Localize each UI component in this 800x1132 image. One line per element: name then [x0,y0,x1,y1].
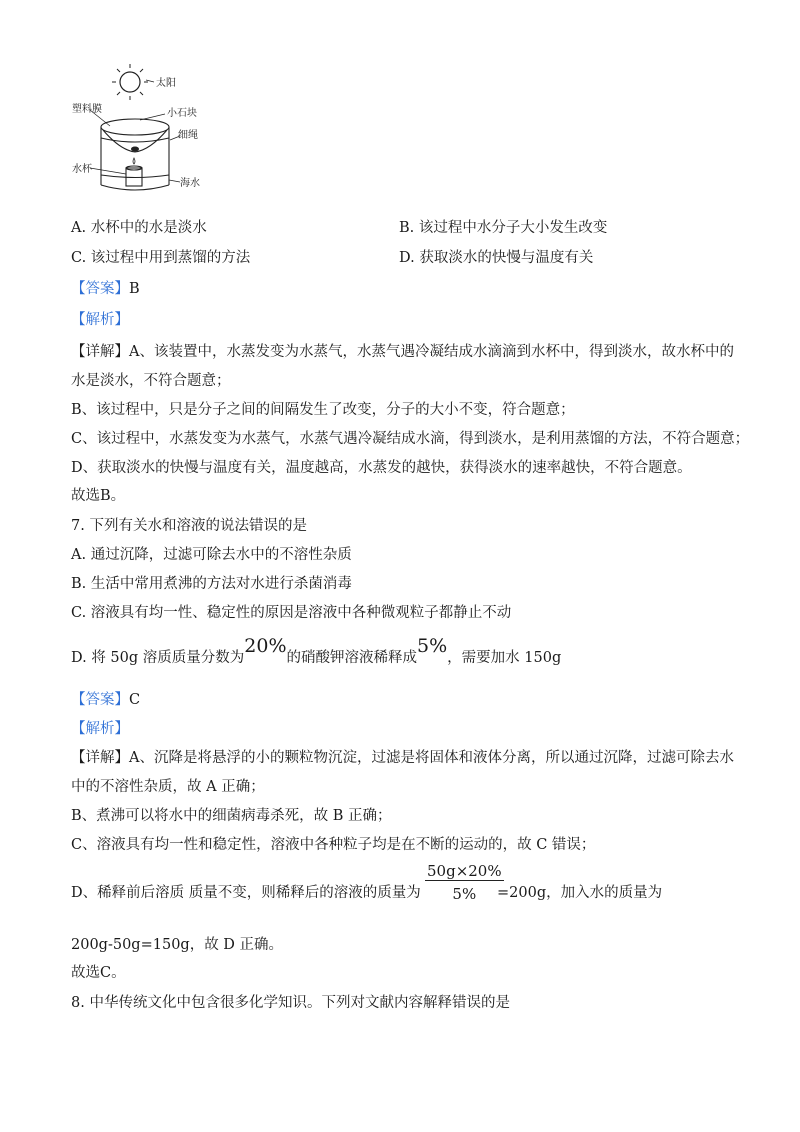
option-d-text-1: D. 将 50g 溶质质量分数为 [71,650,245,666]
q7-detail-line-1 [71,748,734,768]
q6-detail-line-2: 水是淡水，不符合题意； [71,373,231,389]
sun-label: 太阳 [156,78,176,89]
q6-answer [71,279,140,299]
fraction-numerator: 50g×20% [427,862,502,880]
option-d-text-2: 的硝酸钾溶液稀释成 [286,650,418,666]
sea-water-label: 海水 [180,178,200,189]
detail-tag: 【详解】 [71,750,129,766]
q6-conclusion: 故选B。 [71,488,126,504]
answer-value: C [129,692,141,708]
q7-analysis-tag: 【解析】 [71,721,129,737]
detail-text: A、该装置中，水蒸发变为水蒸气，水蒸气遇冷凝结成水滴滴到水杯中，得到淡水，故水杯中的 [129,344,734,360]
fraction-denominator: 5% [452,885,477,903]
q7-detail-line-6: 200g-50g=150g，故 D 正确。 [71,937,284,953]
q6-option-d: D. 获取淡水的快慢与温度有关 [399,250,594,266]
detail-tag: 【详解】 [71,344,129,360]
answer-tag: 【答案】 [71,692,129,708]
answer-tag: 【答案】 [71,281,129,297]
q6-option-c: C. 该过程中用到蒸馏的方法 [71,250,251,266]
plastic-film-label: 塑料膜 [72,104,102,115]
q7-detail-line-2: 中的不溶性杂质，故 A 正确； [71,779,265,795]
q7-detail-line-4: C、溶液具有均一性和稳定性，溶液中各种粒子均是在不断的运动的，故 C 错误； [71,837,596,853]
water-cup-label: 水杯 [72,164,92,175]
option-d-percent-2: 5% [417,635,448,657]
option-d-text-3: ，需要加水 150g [447,650,562,666]
container-outline [101,119,169,190]
q6-option-b: B. 该过程中水分子大小发生改变 [399,220,608,236]
small-stone-label: 小石块 [167,108,197,119]
q6-detail-line-1 [71,342,734,362]
q7-option-a: A. 通过沉降，过滤可除去水中的不溶性杂质 [71,547,352,563]
q7-detail-line-3: B、煮沸可以将水中的细菌病毒杀死，故 B 正确； [71,808,392,824]
q7-option-d [71,635,562,668]
rope-label: 细绳 [178,130,198,141]
sun-icon [112,64,148,100]
q6-analysis-tag: 【解析】 [71,312,129,328]
q7-option-c: C. 溶液具有均一性、稳定性的原因是溶液中各种微观粒子都静止不动 [71,605,512,621]
q7-detail-line-5: D、稀释前后溶质 质量不变，则稀释后的溶液的质量为 [71,885,421,901]
answer-value: B [129,281,140,297]
fraction-expression [425,862,504,903]
q8-stem: 8. 中华传统文化中包含很多化学知识。下列对文献内容解释错误的是 [71,995,510,1011]
q7-detail-line-5-tail: =200g，加入水的质量为 [497,885,663,901]
q7-stem: 7. 下列有关水和溶液的说法错误的是 [71,518,307,534]
q6-detail-line-5: D、获取淡水的快慢与温度有关，温度越高，水蒸发的越快，获得淡水的速率越快，不符合题意。 [71,460,692,476]
q7-conclusion: 故选C。 [71,965,126,981]
detail-text: A、沉降是将悬浮的小的颗粒物沉淀，过滤是将固体和液体分离，所以通过沉降，过滤可除去水 [129,750,734,766]
q7-option-b: B. 生活中常用煮沸的方法对水进行杀菌消毒 [71,576,352,592]
q6-option-a: A. 水杯中的水是淡水 [71,220,207,236]
q6-detail-line-3: B、该过程中，只是分子之间的间隔发生了改变，分子的大小不变，符合题意； [71,402,575,418]
q7-answer [71,690,140,710]
desalination-diagram [70,60,240,200]
q6-detail-line-4: C、该过程中，水蒸发变为水蒸气，水蒸气遇冷凝结成水滴，得到淡水，是利用蒸馏的方法，不符合题意； [71,431,750,447]
option-d-percent-1: 20% [244,635,287,657]
stone-icon [131,147,139,152]
